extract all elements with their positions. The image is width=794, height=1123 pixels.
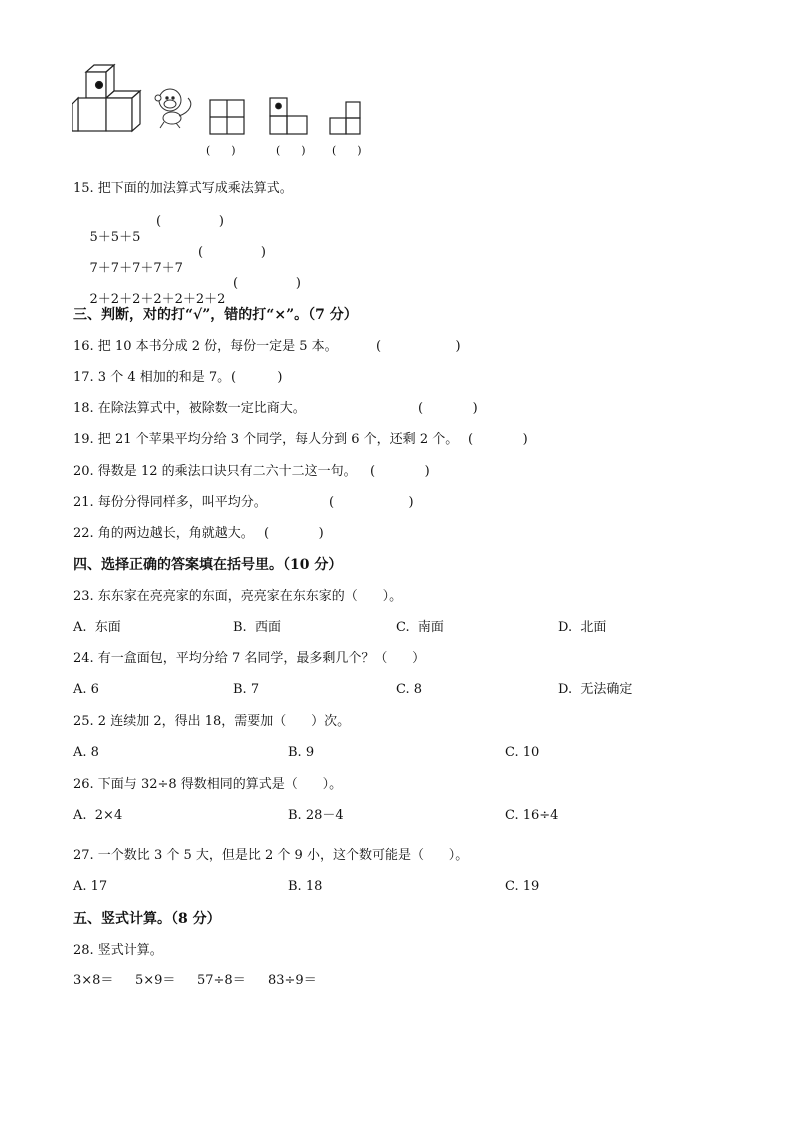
q15-blank-3: ( ) [233,276,301,291]
calc-expr-4: 83÷9＝ [268,973,317,988]
q19-blank: ( ) [468,432,528,447]
q16-text: 16. 把 10 本书分成 2 份，每份一定是 5 本。 [73,339,338,354]
q17-text: 17. 3 个 4 相加的和是 7。 [73,370,231,385]
q25-option-c: C. 10 [505,745,540,760]
q24-text: 24. 有一盒面包，平均分给 7 名同学，最多剩几个？（ ） [73,651,426,666]
q24-option-a: A. 6 [73,682,99,697]
view-b-shape [270,98,307,134]
q25-text: 25. 2 连续加 2，得出 18，需要加（ ）次。 [73,714,351,729]
q27-option-b: B. 18 [288,879,323,894]
q15-title: 15. 把下面的加法算式写成乘法算式。 [73,181,293,196]
calc-expr-2: 5×9＝ [135,973,176,988]
q27-option-c: C. 19 [505,879,540,894]
q25-option-b: B. 9 [288,745,315,760]
q26-option-b: B. 28－4 [288,808,344,823]
q17-blank: ( ) [231,370,283,385]
q27-text: 27. 一个数比 3 个 5 大，但是比 2 个 9 小，这个数可能是（ ）。 [73,848,469,863]
cube-stack-figure [72,65,140,131]
q18-text: 18. 在除法算式中，被除数一定比商大。 [73,401,306,416]
q23-text: 23. 东东家在亮亮家的东面，亮亮家在东东家的（ ）。 [73,589,403,604]
monkey-illustration [155,89,191,128]
q26-option-a: A. 2×4 [73,808,123,823]
q15-expr: 7＋7＋7＋7＋7 [89,261,183,276]
q15-expr: 2＋2＋2＋2＋2＋2＋2 [89,292,226,307]
q23-option-d: D. 北面 [558,620,607,635]
q23-option-b: B. 西面 [233,620,281,635]
view-a-shape [210,100,244,134]
q28-title: 28. 竖式计算。 [73,943,163,958]
section4-heading: 四、选择正确的答案填在括号里。（10 分） [73,557,343,573]
calc-expr-1: 3×8＝ [73,973,114,988]
q25-option-a: A. 8 [73,745,99,760]
q26-text: 26. 下面与 32÷8 得数相同的算式是（ ）。 [73,777,343,792]
section3-heading: 三、判断，对的打“√”，错的打“×”。（7 分） [73,307,358,323]
q21-blank: ( ) [329,495,414,510]
cube-views-figure [72,60,372,140]
q15-expr: 5＋5＋5 [89,230,141,245]
q19-text: 19. 把 21 个苹果平均分给 3 个同学，每人分到 6 个，还剩 2 个。 [73,432,459,447]
view-c-shape [330,102,360,134]
q16-blank: ( ) [376,339,461,354]
q21-text: 21. 每份分得同样多，叫平均分。 [73,495,267,510]
q23-option-a: A. 东面 [73,620,121,635]
q20-blank: ( ) [370,464,430,479]
q23-option-c: C. 南面 [396,620,444,635]
q18-blank: ( ) [418,401,478,416]
q15-blank-2: ( ) [198,245,266,260]
q22-blank: ( ) [264,526,324,541]
view-c-answer-blank: ( ) [332,144,362,157]
q15-blank-1: ( ) [156,214,224,229]
q24-option-b: B. 7 [233,682,260,697]
q27-option-a: A. 17 [73,879,108,894]
calc-expr-3: 57÷8＝ [197,973,246,988]
section5-heading: 五、竖式计算。（8 分） [73,911,221,927]
q24-option-d: D. 无法确定 [558,682,633,697]
view-b-answer-blank: ( ) [276,144,306,157]
q26-option-c: C. 16÷4 [505,808,559,823]
q22-text: 22. 角的两边越长，角就越大。 [73,526,254,541]
view-a-answer-blank: ( ) [206,144,236,157]
q20-text: 20. 得数是 12 的乘法口诀只有二六十二这一句。 [73,464,357,479]
q24-option-c: C. 8 [396,682,423,697]
